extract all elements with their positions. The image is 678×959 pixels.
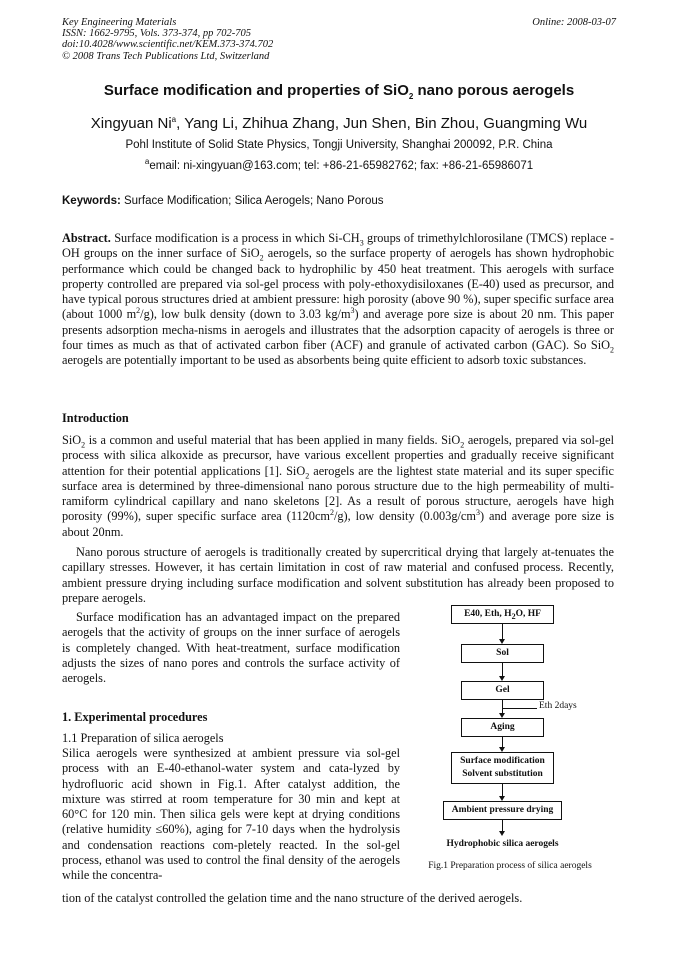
subsection-1-1-heading: 1.1 Preparation of silica aerogels: [62, 731, 224, 745]
author-list: Xingyuan Ni$^a$, Yang Li, Zhihua Zhang, Jun Shen, Bin Zhou, Guangming Wu: [90, 115, 588, 132]
figure-1-flowchart: [415, 605, 615, 875]
paper-title: Surface modification and properties of SiO$_2$ nano porous aerogels: [103, 82, 575, 101]
journal-name: Key Engineering Materials: [62, 17, 177, 28]
flow-step-sol: Sol: [461, 644, 544, 663]
affiliation: Pohl Institute of Solid State Physics, Tongji University, Shanghai 200092, P.R. China: [125, 139, 553, 151]
section-1-paragraph-end: tion of the catalyst controlled the gelation time and the nano structure of the derived aerogels.: [62, 891, 523, 905]
keywords: Keywords: Surface Modification; Silica Aerogels; Nano Porous: [62, 195, 384, 207]
online-date: Online: 2008-03-07: [532, 17, 616, 28]
doi: doi:10.4028/www.scientific.net/KEM.373-374.702: [62, 39, 274, 51]
flow-step-aging: Aging: [461, 718, 544, 737]
flow-step-ambient-drying: Ambient pressure drying: [443, 801, 562, 820]
flow-arrow: [502, 663, 503, 677]
introduction-heading: Introduction: [62, 411, 129, 425]
intro-paragraph-3: Surface modification has an advantaged impact on the prepared aerogels that the activity of groups on the inner surface of aerogels is completely changed. With heat-treatment, surface modification adjusts the sizes of nano pores and controls the surface activity of aerogels.: [62, 610, 400, 686]
abstract: Abstract. Surface modification is a process in which $Si-CH_3$ groups of trimethylchlorosilane (TMCS) replace -OH groups on the inner surface of SiO$_2$ aerogels, so the surface property of aerogels has shown hydrophobic performance which could be changed back to hydrophilic by 450 heat treatment. This aerogels with surface property controlled are prepared via sol-gel process with poly-ethoxydisiloxanes (E-40) used as precursor, and have typical porous structures dried at ambient pressure: high porosity (above 90 %), super specific surface area (about 1000 $m^2/g$), low bulk density (down to 3.03 $kg/m^3$) and average pore size is about 20 nm. This paper presents adsorption mecha-nisms in aerogels and illustrates that the adsorption capacity of aerogels is three or four times as much as that of activated carbon fiber (ACF) and granule of activated carbon (GAC). So SiO$_2$ aerogels are potentially important to be used as absorbents being quite efficient to adsorb toxic substances.: [62, 231, 614, 368]
flow-result: Hydrophobic silica aerogels: [446, 839, 559, 849]
flow-arrow: [502, 624, 503, 640]
flow-step-precursors: E40, Eth, $H_2O$, HF: [451, 605, 554, 624]
section-1-paragraph: Silica aerogels were synthesized at ambient pressure via sol-gel process with an E-40-ethanol-water system and cata-lyzed by hydrofluoric acid shown in Fig.1. After catalyst addition, the mixture was stirred at room temperature for 30 min and kept at 60°C for 120 min. Then silica gels were kept at drying conditions (relative humidity ≤60%), aging for 7-10 days when the hydrolysis and condensation reactions com-pletely reacted. In the sol-gel process, ethanol was used to control the final density of the aerogels while the concentra-: [62, 746, 400, 883]
running-header: [62, 17, 273, 62]
intro-paragraph-2: Nano porous structure of aerogels is traditionally created by supercritical drying that largely at-tenuates the capillary stresses. However, it has certain limitation in cost of raw material and confused process. Recently, ambient pressure drying including surface modification and solvent substitution has already been proposed to prepare aerogels.: [62, 545, 614, 605]
arrow-down-icon: [499, 831, 505, 836]
figure-caption: Fig.1 Preparation process of silica aerogels: [428, 861, 592, 871]
contact-email: $^a$email: ni-xingyuan@163.com; tel: +86-21-65982762; fax: +86-21-65986071: [144, 157, 534, 172]
flow-step-gel: Gel: [461, 681, 544, 700]
flow-step-surface-modification: Surface modification Solvent substitution: [451, 752, 554, 784]
copyright: © 2008 Trans Tech Publications Ltd, Switzerland: [62, 50, 270, 62]
intro-paragraph-1: SiO$_2$ is a common and useful material that has been applied in many fields. SiO$_2$ aerogels, prepared via sol-gel process with silica alkoxide as precursor, have various excellent properties and gradually receive significant attention for their potential applications [1]. SiO$_2$ aerogels are the lightest state material and its super specific surface area is determined by three-dimensional nano porous structure due to the high permeability of multi-ramiform cylindrical capillary and nano skeletons [2]. As a result of porous structure, aerogels have high porosity (99%), super specific surface area $(1120cm^2/g)$, low density $(0.003g/cm^3)$ and average pore size is about 20nm.: [62, 433, 615, 539]
section-1-heading: 1. Experimental procedures: [62, 710, 208, 724]
side-branch-line: [502, 708, 537, 709]
side-label: Eth 2days: [539, 701, 577, 711]
issn: ISSN: 1662-9795, Vols. 373-374, pp 702-705: [62, 28, 251, 40]
flow-arrow: [502, 700, 503, 714]
